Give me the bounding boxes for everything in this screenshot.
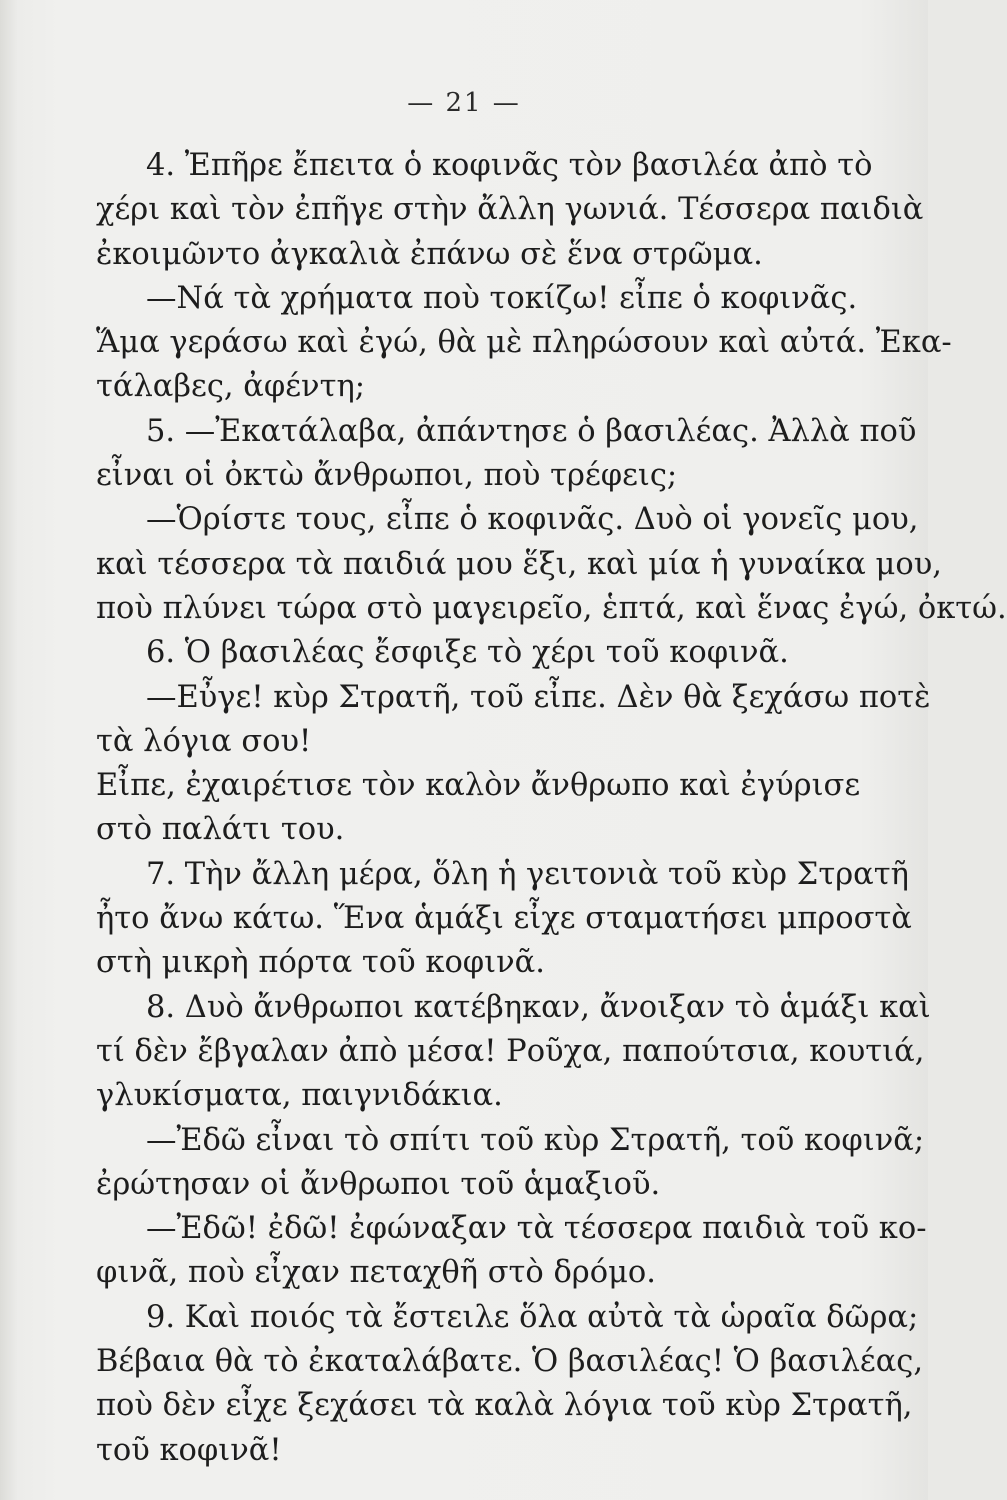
text-line: ἐκοιμῶντο ἀγκαλιὰ ἐπάνω σὲ ἕνα στρῶμα. (96, 236, 763, 272)
text-line: στὸ παλάτι του. (96, 812, 345, 848)
text-line: καὶ τέσσερα τὰ παιδιά μου ἕξι, καὶ μία ἡ γυναίκα μου, (96, 546, 942, 582)
text-line: Εἶπε, ἐχαιρέτισε τὸν καλὸν ἄνθρωπο καὶ ἐγύρισε (96, 768, 861, 804)
text-line: 8. Δυὸ ἄνθρωποι κατέβηκαν, ἄνοιξαν τὸ ἁμάξι καὶ (146, 989, 931, 1025)
text-line: γλυκίσματα, παιγνιδάκια. (96, 1078, 503, 1114)
page-number: — 21 — (407, 88, 521, 118)
text-line: τί δὲν ἔβγαλαν ἀπὸ μέσα! Ροῦχα, παπούτσια, κουτιά, (96, 1033, 925, 1069)
text-body (96, 144, 1007, 1473)
text-line: 5. —Ἐκατάλαβα, ἀπάντησε ὁ βασιλέας. Ἀλλὰ ποῦ (146, 413, 917, 449)
text-line: 9. Καὶ ποιός τὰ ἔστειλε ὅλα αὐτὰ τὰ ὡραῖα δῶρα; (146, 1299, 919, 1335)
text-line: φινᾶ, ποὺ εἶχαν πεταχθῆ στὸ δρόμο. (96, 1255, 656, 1291)
text-line: 7. Τὴν ἄλλη μέρα, ὅλη ἡ γειτονιὰ τοῦ κὺρ Στρατῆ (146, 856, 909, 892)
text-line: τάλαβες, ἀφέντη; (96, 369, 366, 405)
text-line: —Ἐδῶ εἶναι τὸ σπίτι τοῦ κὺρ Στρατῆ, τοῦ κοφινᾶ; (146, 1122, 925, 1158)
text-line: ποὺ δὲν εἶχε ξεχάσει τὰ καλὰ λόγια τοῦ κὺρ Στρατῆ, (96, 1388, 913, 1424)
text-line: εἶναι οἱ ὀκτὼ ἄνθρωποι, ποὺ τρέφεις; (96, 458, 678, 494)
text-line: —Εὖγε! κὺρ Στρατῆ, τοῦ εἶπε. Δὲν θὰ ξεχάσω ποτὲ (146, 679, 931, 715)
text-line: τοῦ κοφινᾶ! (96, 1432, 282, 1468)
text-line: 6. Ὁ βασιλέας ἔσφιξε τὸ χέρι τοῦ κοφινᾶ. (146, 635, 789, 671)
text-line: ἐρώτησαν οἱ ἄνθρωποι τοῦ ἁμαξιοῦ. (96, 1166, 661, 1202)
text-line: τὰ λόγια σου! (96, 723, 312, 759)
text-line: ἦτο ἄνω κάτω. Ἕνα ἁμάξι εἶχε σταματήσει μπροστὰ (96, 901, 912, 937)
text-line: —Ὁρίστε τους, εἶπε ὁ κοφινᾶς. Δυὸ οἱ γονεῖς μου, (146, 502, 919, 538)
text-line: ποὺ πλύνει τώρα στὸ μαγειρεῖο, ἑπτά, καὶ ἕνας ἐγώ, ὀκτώ. (96, 590, 1007, 626)
text-line: Βέβαια θὰ τὸ ἐκαταλάβατε. Ὁ βασιλέας! Ὁ βασιλέας, (96, 1344, 924, 1380)
text-line: χέρι καὶ τὸν ἐπῆγε στὴν ἄλλη γωνιά. Τέσσερα παιδιὰ (96, 192, 924, 228)
text-line: —Νά τὰ χρήματα ποὺ τοκίζω! εἶπε ὁ κοφινᾶς. (146, 280, 858, 316)
text-line: στὴ μικρὴ πόρτα τοῦ κοφινᾶ. (96, 945, 545, 981)
text-line: —Ἐδῶ! ἐδῶ! ἐφώναξαν τὰ τέσσερα παιδιὰ τοῦ κο- (146, 1211, 927, 1247)
text-line: Ἅμα γεράσω καὶ ἐγώ, θὰ μὲ πληρώσουν καὶ αὐτά. Ἐκα- (96, 325, 952, 361)
text-line: 4. Ἐπῆρε ἔπειτα ὁ κοφινᾶς τὸν βασιλέα ἀπὸ τὸ (146, 148, 873, 183)
